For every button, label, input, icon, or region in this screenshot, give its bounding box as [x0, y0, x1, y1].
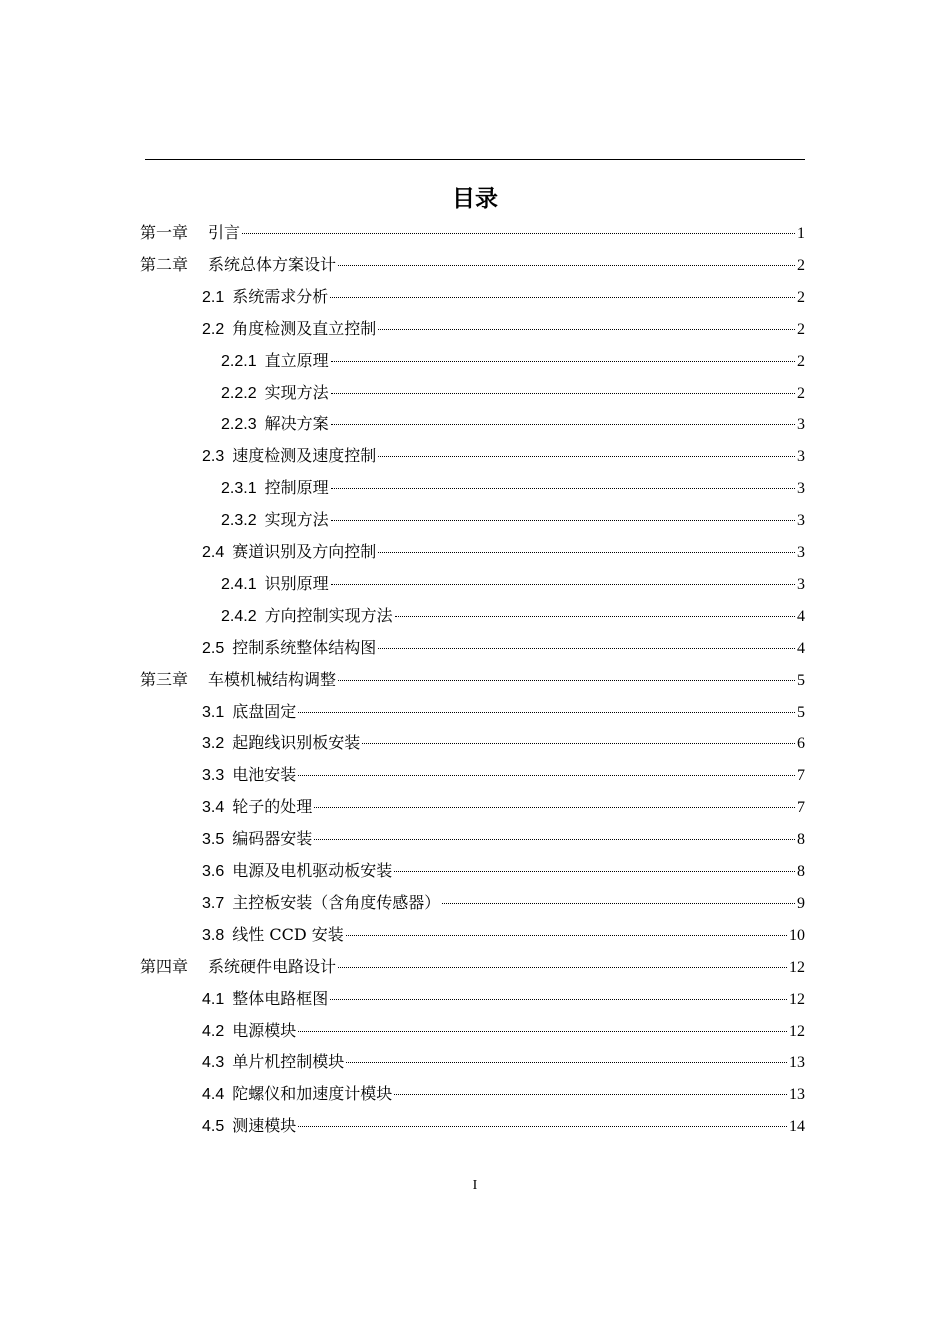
toc-dot-leader [298, 774, 795, 776]
toc-entry[interactable] [202, 823, 805, 855]
toc-dot-leader [362, 742, 795, 744]
toc-entry-number: 3.6 [202, 863, 225, 880]
toc-entry-number: 3.5 [202, 831, 225, 849]
toc-entry-number: 4.4 [202, 1086, 225, 1104]
toc-entry-title: 赛道识别及方向控制 [232, 542, 377, 561]
toc-entry[interactable] [202, 855, 805, 887]
toc-entry-title: 线性 CCD 安装 [232, 924, 344, 944]
toc-entry-title: 实现方法 [264, 382, 329, 402]
toc-entry[interactable] [202, 983, 805, 1015]
toc-entry[interactable] [221, 568, 805, 600]
toc-entry-title: 编码器安装 [232, 829, 313, 849]
toc-entry[interactable] [202, 791, 805, 823]
toc-dot-leader [314, 838, 795, 840]
toc-entry-number: 2.1 [202, 288, 225, 306]
toc-entry-title: 实现方法 [264, 510, 329, 530]
toc-entry-page: 2 [797, 320, 805, 338]
toc-entry-page: 10 [789, 926, 805, 944]
toc-entry-page: 7 [797, 799, 805, 817]
toc-entry-page: 12 [789, 990, 805, 1008]
toc-entry[interactable] [221, 472, 805, 504]
toc-entry[interactable] [202, 759, 805, 791]
toc-dot-leader [394, 1093, 787, 1095]
toc-entry[interactable] [221, 504, 805, 536]
toc-entry-page: 2 [797, 352, 805, 370]
toc-entry-page: 12 [789, 1022, 805, 1040]
toc-entry-title: 整体电路框图 [232, 988, 329, 1008]
toc-dot-leader [331, 360, 795, 362]
toc-entry-title: 速度检测及速度控制 [232, 446, 377, 466]
toc-entry-title: 主控板安装（含角度传感器） [232, 892, 441, 912]
toc-entry[interactable] [202, 1078, 805, 1110]
toc-dot-leader [338, 679, 795, 681]
toc-dot-leader [395, 615, 795, 617]
toc-entry[interactable] [202, 1110, 805, 1142]
toc-entry-title: 解决方案 [264, 414, 329, 434]
toc-dot-leader [298, 1125, 787, 1127]
toc-entry-page: 3 [797, 544, 805, 561]
toc-entry-page: 6 [797, 735, 805, 753]
toc-dot-leader [338, 264, 795, 266]
toc-dot-leader [330, 998, 787, 1000]
toc-entry-title: 起跑线识别板安装 [232, 733, 361, 753]
toc-entry-page: 13 [789, 1054, 805, 1072]
toc-entry[interactable] [202, 440, 805, 472]
toc-entry-page: 3 [797, 512, 805, 530]
toc-entry-page: 5 [797, 671, 805, 689]
toc-entry-number: 2.2.2 [221, 384, 257, 402]
toc-dot-leader [378, 647, 795, 649]
toc-entry[interactable] [202, 919, 805, 951]
toc-entry-page: 3 [797, 416, 805, 434]
toc-dot-leader [346, 934, 787, 936]
toc-entry[interactable] [202, 313, 805, 345]
toc-entry-title: 电池安装 [232, 765, 297, 785]
toc-entry[interactable] [202, 632, 805, 664]
toc-entry[interactable] [140, 217, 805, 249]
toc-dot-leader [330, 296, 795, 298]
toc-entry-number: 第四章 [140, 956, 189, 976]
toc-entry-page: 3 [797, 480, 805, 498]
toc-entry-title: 直立原理 [264, 350, 329, 370]
toc-entry-number: 3.7 [202, 894, 225, 912]
toc-entry-title: 方向控制实现方法 [264, 605, 393, 625]
toc-entry-page: 1 [797, 225, 805, 242]
toc-entry-number: 2.4 [202, 544, 225, 561]
toc-entry-page: 4 [797, 639, 805, 657]
toc-entry-page: 2 [797, 288, 805, 306]
toc-entry-page: 8 [797, 831, 805, 849]
toc-entry-title: 车模机械结构调整 [208, 669, 337, 689]
toc-entry-number: 2.4.2 [221, 607, 257, 625]
toc-entry-number: 第三章 [140, 669, 189, 689]
toc-entry-number: 2.4.1 [221, 575, 257, 593]
toc-entry[interactable] [221, 345, 805, 377]
toc-entry-number: 2.2.3 [221, 416, 257, 434]
toc-entry-page: 3 [797, 448, 805, 466]
toc-dot-leader [331, 487, 795, 489]
toc-entry-number: 4.3 [202, 1054, 225, 1072]
toc-entry[interactable] [202, 281, 805, 313]
toc-entry-number: 2.2 [202, 320, 225, 338]
toc-entry-title: 角度检测及直立控制 [232, 318, 377, 338]
toc-entry-number: 第二章 [140, 254, 189, 274]
toc-dot-leader [331, 519, 795, 521]
toc-entry-page: 5 [797, 703, 805, 721]
toc-entry-number: 3.2 [202, 735, 225, 753]
toc-entry-page: 9 [797, 894, 805, 912]
toc-entry[interactable] [202, 696, 805, 728]
toc-dot-leader [442, 902, 795, 904]
toc-entry-title: 系统需求分析 [232, 286, 329, 306]
toc-entry-number: 3.4 [202, 799, 225, 817]
toc-entry-number: 4.2 [202, 1022, 225, 1040]
toc-entry[interactable] [221, 408, 805, 440]
toc-entry-title: 轮子的处理 [232, 797, 313, 817]
toc-entry-title: 控制系统整体结构图 [232, 637, 377, 657]
toc-entry-title: 电源模块 [232, 1020, 297, 1040]
toc-dot-leader [378, 328, 795, 330]
toc-entry-title: 电源及电机驱动板安装 [232, 861, 393, 880]
toc-entry[interactable] [202, 727, 805, 759]
toc-entry-page: 13 [789, 1086, 805, 1104]
toc-entry[interactable] [140, 951, 805, 983]
toc-entry[interactable] [140, 249, 805, 281]
toc-entry-title: 底盘固定 [232, 701, 297, 721]
toc-entry-number: 4.1 [202, 990, 225, 1008]
toc-entry-number: 第一章 [140, 223, 189, 242]
toc-dot-leader [314, 806, 795, 808]
toc-entry-number: 3.3 [202, 767, 225, 785]
toc-entry-page: 12 [789, 958, 805, 976]
toc-entry-number: 3.1 [202, 703, 225, 721]
toc-entry-title: 系统硬件电路设计 [208, 956, 337, 976]
page-title: 目录 [452, 186, 498, 212]
toc-entry-number: 2.3.1 [221, 480, 257, 498]
toc-entry-page: 14 [789, 1118, 805, 1136]
toc-entry-title: 引言 [208, 223, 241, 242]
toc-dot-leader [378, 551, 795, 553]
toc-entry-title: 单片机控制模块 [232, 1052, 345, 1072]
toc-entry-title: 控制原理 [264, 478, 329, 498]
toc-dot-leader [331, 423, 795, 425]
toc-entry[interactable] [202, 536, 805, 568]
toc-entry-number: 2.2.1 [221, 352, 257, 370]
toc-dot-leader [298, 1030, 787, 1032]
toc-dot-leader [298, 711, 795, 713]
toc-dot-leader [331, 392, 795, 394]
toc-entry[interactable] [202, 1046, 805, 1078]
toc-entry-title: 系统总体方案设计 [208, 254, 337, 274]
toc-dot-leader [346, 1061, 787, 1063]
header-rule [145, 159, 805, 160]
toc-entry[interactable] [140, 664, 805, 696]
toc-entry-page: 4 [797, 607, 805, 625]
toc-entry-title: 测速模块 [232, 1116, 297, 1136]
toc-entry-number: 2.3 [202, 448, 225, 466]
toc-dot-leader [242, 232, 795, 234]
toc-entry[interactable] [221, 377, 805, 409]
toc-entry-page: 7 [797, 767, 805, 785]
toc-entry-number: 2.5 [202, 639, 225, 657]
toc-dot-leader [378, 455, 795, 457]
toc-entry-number: 4.5 [202, 1118, 225, 1136]
page-number-footer: I [472, 1178, 478, 1193]
toc-entry-page: 8 [797, 863, 805, 880]
toc-entry-number: 3.8 [202, 926, 225, 944]
toc-dot-leader [394, 870, 795, 872]
toc-entry[interactable] [202, 1015, 805, 1047]
toc-entry-number: 2.3.2 [221, 512, 257, 530]
toc-dot-leader [338, 966, 787, 968]
toc-entry-title: 陀螺仪和加速度计模块 [232, 1084, 393, 1104]
toc-entry-page: 2 [797, 256, 805, 274]
toc-entry[interactable] [202, 887, 805, 919]
toc-entry-page: 2 [797, 384, 805, 402]
toc-dot-leader [331, 583, 795, 585]
toc-entry-title: 识别原理 [264, 573, 329, 593]
toc-entry[interactable] [221, 600, 805, 632]
toc-entry-page: 3 [797, 575, 805, 593]
